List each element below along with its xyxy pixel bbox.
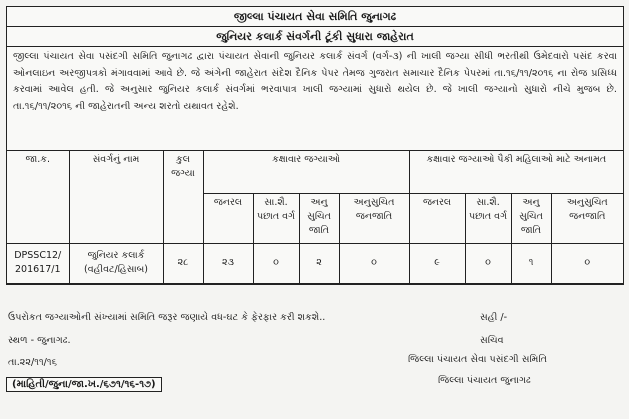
header-w-general: જનરલ [409,193,465,243]
cell-cat-st: ૦ [339,243,409,283]
footer-date: તા.૨૨/૧૧/૧૬ [8,357,57,368]
header-cat-sc: અનુ સુચિત જાતિ [299,193,339,243]
footer-designation: સચિવ [480,335,504,346]
cell-cat-general: ૨૩ [203,243,253,283]
cell-w-sebc: ૦ [465,243,511,283]
header-w-st: અનુસુચિત જનજાતિ [551,193,623,243]
cell-w-general: ૯ [409,243,465,283]
table-row [7,243,623,283]
footer-committee: જિલ્લા પંચાયત સેવા પસંદગી સમિતિ [408,354,547,365]
notice-box [6,6,624,285]
header-ad-no: જા.ક. [7,151,69,243]
header-total-posts: કુલ જગ્યા [163,151,203,243]
footer-office: જિલ્લા પંચાયત જુનાગઢ [438,375,531,386]
vacancy-table [7,151,623,284]
header-category-posts: કક્ષાવાર જગ્યાઓ [203,151,409,193]
notice-subtitle: જુનિયર કલાર્ક સંવર્ગની ટૂંકી સુધારા જાહેરાત [7,27,623,47]
cell-w-sc: ૧ [511,243,551,283]
footer-note: ઉપરોકત જગ્યાઓની સંખ્યામાં સમિતિ જરૂર જણાયે વધ-ઘટ કે ફેરફાર કરી શકશે.. [8,312,326,323]
header-cat-st: અનુસુચિત જનજાતિ [339,193,409,243]
footer-signed: સહી /- [480,312,508,323]
cell-ad-no: DPSSC12/ 201617/1 [7,243,69,283]
notice-title: જીલ્લા પંચાયત સેવા સમિતિ જુનાગઢ [7,7,623,27]
cell-cat-sc: ૨ [299,243,339,283]
footer-place: સ્થળ - જુનાગઢ. [8,335,71,346]
header-w-sc: અનુ સુચિત જાતિ [511,193,551,243]
header-cat-general: જનરલ [203,193,253,243]
header-cadre-name: સંવર્ગનું નામ [69,151,163,243]
cell-cadre-name: જુનિયર કલાર્ક (વહીવટ/હિસાબ) [69,243,163,283]
cell-w-st: ૦ [551,243,623,283]
header-women-reserved: કક્ષાવાર જગ્યાઓ પૈકી મહિલાઓ માટે અનામત [409,151,623,193]
header-w-sebc: સા.શૈ. પછાત વર્ગ [465,193,511,243]
cell-total: ૨૮ [163,243,203,283]
notice-body: જીલ્લા પંચાયત સેવા પસંદગી સમિતિ જુનાગઢ દ્વારા પંચાયત સેવાની જુનિયર કલાર્ક સંવર્ગ (વર્ગ-૩) ની ખાલી જગ્યા સીધી ભરતીથી ઉમેદવારો પસંદ કરવા ઓનલાઇન અરજીપત્રકો મંગાવવામાં આવે છે. જે અંગેની જાહેરાત સંદેશ દૈનિક પેપર તેમજ ગુજરાત સમાચાર દૈનિક પેપરમાં તા.૧૬/૧૧/૨૦૧૬ ના રોજ પ્રસિધ્ધ કરવામાં આવેલ હતી. જે અનુસાર જુનિયર કલાર્ક સંવર્ગમાં ભરવાપાત્ર ખાલી જગ્યામાં સુધારો થયેલ છે. જે ખાલી જગ્યાનો સુધારો નીચે મુજબ છે. તા.૧૬/૧૧/૨૦૧૬ ની જાહેરાતની અન્ય શરતો યથાવત રહેશે. [7,47,623,151]
reference-number: (માહિતી/જુના/જા.ખ./૬૭૧/૧૬-૧૭) [6,377,162,392]
cell-cat-sebc: ૦ [253,243,299,283]
header-cat-sebc: સા.શૈ. પછાત વર્ગ [253,193,299,243]
